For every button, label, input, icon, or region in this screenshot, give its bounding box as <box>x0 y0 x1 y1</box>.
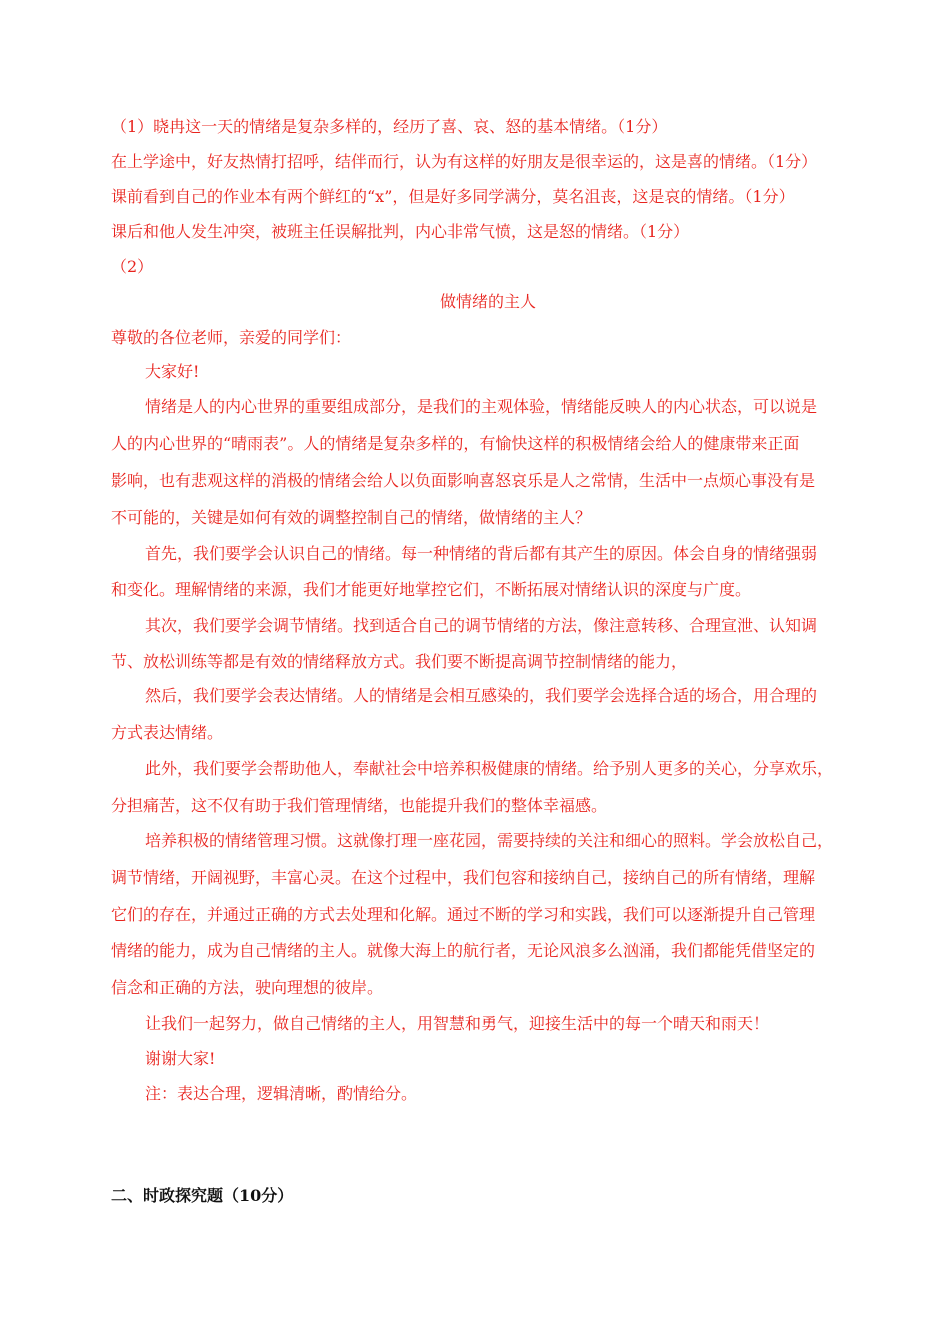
answer-line: 课前看到自己的作业本有两个鲜红的“x”，但是好多同学满分，莫名沮丧，这是哀的情绪。（1分） <box>111 187 795 206</box>
speech-line: 方式表达情绪。 <box>111 723 224 742</box>
speech-title: 做情绪的主人 <box>439 292 536 311</box>
part2-label: （2） <box>111 257 154 276</box>
answer-line: 在上学途中，好友热情打招呼，结伴而行，认为有这样的好朋友是很幸运的，这是喜的情绪。（1分） <box>111 152 818 171</box>
speech-line: 培养积极的情绪管理习惯。这就像打理一座花园，需要持续的关注和细心的照料。学会放松自己， <box>145 831 834 850</box>
speech-line: 调节情绪，开阔视野，丰富心灵。在这个过程中，我们包容和接纳自己，接纳自己的所有情绪，理解 <box>111 868 816 887</box>
speech-line: 让我们一起努力，做自己情绪的主人，用智慧和勇气，迎接生活中的每一个晴天和雨天！ <box>145 1014 770 1033</box>
speech-line: 人的内心世界的“晴雨表”。人的情绪是复杂多样的，有愉快这样的积极情绪会给人的健康带来正面 <box>111 434 800 453</box>
speech-greeting: 大家好! <box>145 362 200 381</box>
speech-line: 首先，我们要学会认识自己的情绪。每一种情绪的背后都有其产生的原因。体会自身的情绪强弱 <box>145 544 818 563</box>
speech-line: 情绪是人的内心世界的重要组成部分，是我们的主观体验，情绪能反映人的内心状态，可以说是 <box>145 397 818 416</box>
speech-line: 情绪的能力，成为自己情绪的主人。就像大海上的航行者，无论风浪多么汹涌，我们都能凭借坚定的 <box>111 941 816 960</box>
speech-line: 此外，我们要学会帮助他人，奉献社会中培养积极健康的情绪。给予别人更多的关心，分享欢乐， <box>145 759 834 778</box>
speech-line: 分担痛苦，这不仅有助于我们管理情绪，也能提升我们的整体幸福感。 <box>111 796 608 815</box>
speech-line: 节、放松训练等都是有效的情绪释放方式。我们要不断提高调节控制情绪的能力， <box>111 652 688 671</box>
speech-line: 影响，也有悲观这样的消极的情绪会给人以负面影响喜怒哀乐是人之常情，生活中一点烦心事没有是 <box>111 471 816 490</box>
section-heading: 二、时政探究题（10分） <box>111 1186 294 1205</box>
speech-line: 然后，我们要学会表达情绪。人的情绪是会相互感染的，我们要学会选择合适的场合，用合理的 <box>145 686 818 705</box>
answer-line: （1）晓冉这一天的情绪是复杂多样的，经历了喜、哀、怒的基本情绪。（1分） <box>111 117 668 136</box>
speech-line: 信念和正确的方法，驶向理想的彼岸。 <box>111 978 384 997</box>
speech-line: 其次，我们要学会调节情绪。找到适合自己的调节情绪的方法，像注意转移、合理宣泄、认知调 <box>145 616 818 635</box>
speech-line: 和变化。理解情绪的来源，我们才能更好地掌控它们，不断拓展对情绪认识的深度与广度。 <box>111 580 752 599</box>
grading-note: 注：表达合理，逻辑清晰，酌情给分。 <box>145 1084 418 1103</box>
speech-thanks: 谢谢大家! <box>145 1049 216 1068</box>
speech-salutation: 尊敬的各位老师，亲爱的同学们： <box>111 328 352 347</box>
speech-line: 不可能的，关键是如何有效的调整控制自己的情绪，做情绪的主人？ <box>111 508 592 527</box>
answer-line: 课后和他人发生冲突，被班主任误解批判，内心非常气愤，这是怒的情绪。（1分） <box>111 222 690 241</box>
speech-line: 它们的存在，并通过正确的方式去处理和化解。通过不断的学习和实践，我们可以逐渐提升自己管理 <box>111 905 816 924</box>
